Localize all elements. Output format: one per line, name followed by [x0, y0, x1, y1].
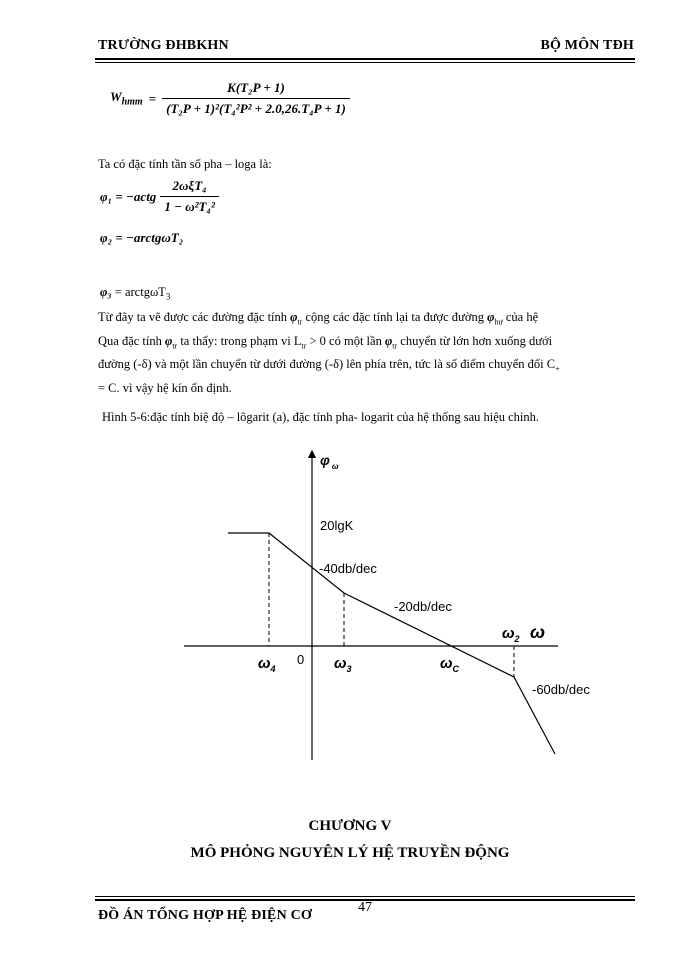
- formula-phi1-lhs: φ₁ = −actg: [100, 188, 157, 204]
- formula-w-equals: =: [148, 90, 157, 106]
- tick-omega3: $\omega_3$: [334, 655, 352, 674]
- figure-caption: Hình 5-6:đặc tính biệ độ – lôgarit (a), đặc tính pha- logarit của hệ thống sau hiệu chỉnh.: [102, 410, 540, 424]
- footer-rule-thin: [95, 896, 635, 897]
- page-number: 47: [358, 900, 372, 915]
- formula-phi3: φ₃ = arctgωT$_3$: [100, 285, 171, 302]
- bode-phase-chart: [0, 440, 700, 780]
- asymptotic-characteristic: [228, 533, 555, 754]
- tick-zero: 0: [297, 652, 305, 667]
- formula-phi1-numerator: 2ωξT₄: [160, 178, 219, 197]
- analysis-paragraph: [98, 308, 598, 397]
- header-rule-thin: [95, 62, 635, 63]
- chapter-subtitle: MÔ PHỎNG NGUYÊN LÝ HỆ TRUYỀN ĐỘNG: [190, 845, 510, 861]
- chapter-title: CHƯƠNG V: [308, 818, 392, 834]
- formula-phi1: [100, 178, 219, 215]
- intro-text: Ta có đặc tính tần số pha – loga là:: [98, 157, 272, 171]
- label-20lgk: 20lgK: [320, 518, 354, 533]
- header-department: BỘ MÔN TĐH: [540, 38, 634, 53]
- paragraph-line-1: Từ đây ta vẽ được các đường đặc tính $\varphi_{tr}$ cộng các đặc tính lại ta được đường $\varphi_{hư}$ của hệ: [98, 310, 539, 327]
- formula-phi2: φ₂ = −arctgωT₂: [100, 230, 184, 245]
- x-axis-label-omega: ω: [530, 622, 546, 642]
- formula-phi1-denominator: 1 − ω²T₄²: [164, 199, 215, 214]
- formula-w-lhs: $W_{hmm}$: [110, 89, 143, 108]
- tick-omega2: $\omega_2$: [502, 625, 520, 644]
- header-rule-thick: [95, 58, 635, 60]
- footer-project-title: ĐỒ ÁN TỔNG HỢP HỆ ĐIỆN CƠ: [98, 908, 312, 923]
- tick-omega4: $\omega_4$: [258, 655, 276, 674]
- formula-w: [110, 80, 350, 117]
- label-slope-60: -60db/dec: [532, 682, 590, 697]
- label-slope-40: -40db/dec: [319, 561, 377, 576]
- formula-w-denominator: (T₂P + 1)²(T₄²P² + 2.0,26.T₄P + 1): [166, 101, 346, 116]
- paragraph-line-4: = C. vì vậy hệ kín ổn định.: [98, 380, 232, 395]
- label-slope-20: -20db/dec: [394, 599, 452, 614]
- tick-omegac: $\omega_C$: [440, 655, 460, 674]
- header-school: TRƯỜNG ĐHBKHN: [98, 38, 229, 53]
- paragraph-line-2: Qua đặc tính $\varphi_{tr}$ ta thấy: trong phạm vi $L_{tr} > 0$ có một lần $\varphi_{tr}$ chuyển từ lớn hơn xuống dưới: [98, 333, 553, 350]
- formula-w-numerator: K(T₂P + 1): [162, 80, 350, 99]
- paragraph-line-3: đường (-δ) và một lần chuyển từ dưới đường (-δ) lên phía trên, tức là số điểm chuyển đổi $C_+$: [98, 357, 560, 374]
- y-axis-label: φ $_\omega$: [320, 452, 339, 471]
